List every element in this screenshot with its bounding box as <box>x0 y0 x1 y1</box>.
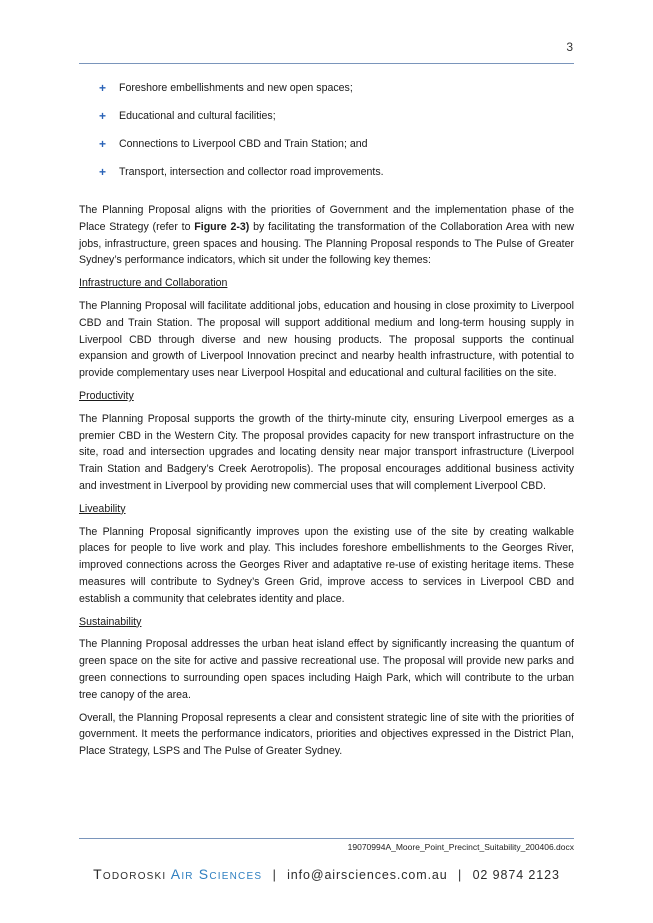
page-number: 3 <box>566 40 573 54</box>
list-item <box>79 136 574 164</box>
plus-bullet-icon: + <box>99 165 107 179</box>
list-item-text: Transport, intersection and collector road improvements. <box>119 166 384 178</box>
document-body <box>79 80 574 766</box>
figure-reference: Figure 2-3) <box>194 220 250 233</box>
section-body-liveability: The Planning Proposal significantly improves upon the existing use of the site by creating walkable places for people to live work and play. This includes foreshore embellishments to the Georges River, improved connections across the Georges River and adaptative re-use of existing heritage items. These measures will contribute to Sydney’s Green Grid, improve access to services in Liverpool CBD and establish a community that celebrates identity and place. <box>79 525 574 605</box>
section-heading-infrastructure: Infrastructure and Collaboration <box>79 277 228 290</box>
list-item <box>79 108 574 136</box>
list-item <box>79 80 574 108</box>
document-filename: 19070994A_Moore_Point_Precinct_Suitability_200406.docx <box>347 842 574 852</box>
intro-paragraph <box>79 202 574 269</box>
section-heading-productivity: Productivity <box>79 389 134 402</box>
company-name-part2: Air Sciences <box>170 866 263 882</box>
footer-separator: | <box>272 868 277 882</box>
plus-bullet-icon: + <box>99 81 107 95</box>
section-heading-liveability: Liveability <box>79 502 126 515</box>
footer-rule <box>79 838 574 839</box>
list-item-text: Educational and cultural facilities; <box>119 110 276 122</box>
intro-text-before: The Planning Proposal aligns with the priorities of Government and the implementation phase of the Place Strategy (refer to <box>79 204 574 233</box>
company-footer <box>0 866 653 882</box>
section-body-infrastructure: The Planning Proposal will facilitate additional jobs, education and housing in close proximity to Liverpool CBD and Train Station. The proposal will support additional medium and long-term housing supply in Liverpool CBD through diverse and new housing products. The proposal supports the continual expansion and growth of Liverpool Innovation precinct and nearby health infrastructure, with potential to provide complementary uses near Liverpool Hospital and educational and cultural facilities on the site. <box>79 299 574 380</box>
company-email: info@airsciences.com.au <box>287 868 448 882</box>
section-body-sustainability: The Planning Proposal addresses the urban heat island effect by significantly increasing the quantum of green space on the site for active and passive recreational use. The proposal will provide new parks and green connections to surrounding open spaces including Haigh Park, which will contribute to the urban tree canopy of the area. <box>79 638 574 701</box>
plus-bullet-icon: + <box>99 109 107 123</box>
header-rule <box>79 63 574 64</box>
section-body-productivity: The Planning Proposal supports the growth of the thirty-minute city, ensuring Liverpool emerges as a premier CBD in the Western City. The proposal provides capacity for new transport infrastructure on the site, road and intersection upgrades and locating density near major transport infrastructure (Liverpool Train Station and Badgery’s Creek Aerotropolis). The proposal encourages additional business activity and investment in Liverpool by providing new commercial uses that will complement Liverpool CBD. <box>79 412 574 492</box>
conclusion-paragraph: Overall, the Planning Proposal represents a clear and consistent strategic line of site with the priorities of government. It meets the performance indicators, priorities and objectives expressed in the District Plan, Place Strategy, LSPS and The Pulse of Greater Sydney. <box>79 711 574 758</box>
company-name-part1: Todoroski <box>93 866 167 882</box>
plus-bullet-icon: + <box>99 137 107 151</box>
company-phone: 02 9874 2123 <box>472 868 560 882</box>
section-heading-sustainability: Sustainability <box>79 615 142 628</box>
footer-separator: | <box>458 868 463 882</box>
intro-text-after: by facilitating the transformation of the Collaboration Area with new jobs, infrastructure, green spaces and housing. The Planning Proposal responds to The Pulse of Greater Sydney’s performance indicators, which sit under the following key themes: <box>79 220 575 267</box>
key-features-list <box>79 80 574 192</box>
list-item-text: Connections to Liverpool CBD and Train Station; and <box>119 138 368 150</box>
list-item <box>79 164 574 192</box>
list-item-text: Foreshore embellishments and new open spaces; <box>119 82 353 94</box>
